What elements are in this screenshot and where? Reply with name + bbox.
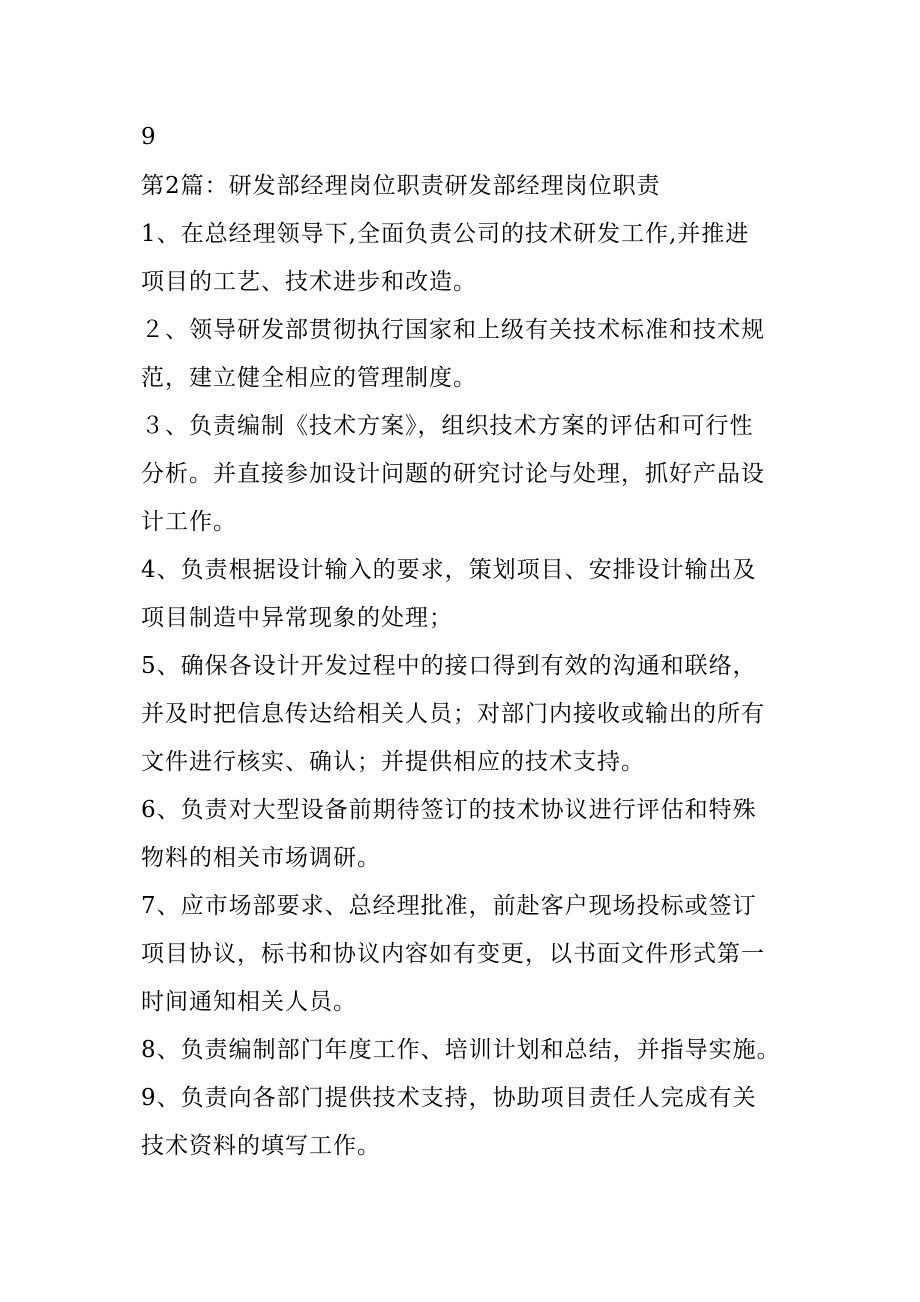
text-line: 技术资料的填写工作。: [141, 1133, 381, 1159]
text-line: 4、负责根据设计输入的要求，策划项目、安排设计输出及: [141, 557, 757, 583]
text-line: 范，建立健全相应的管理制度。: [141, 365, 477, 391]
text-line: 项目协议，标书和协议内容如有变更，以书面文件形式第一: [141, 941, 765, 967]
text-line: 8、负责编制部门年度工作、培训计划和总结，并指导实施。: [141, 1037, 781, 1063]
text-line: 项目的工艺、技术进步和改造。: [141, 269, 477, 295]
text-line: 6、负责对大型设备前期待签订的技术协议进行评估和特殊: [141, 797, 757, 823]
text-line: ２、领导研发部贯彻执行国家和上级有关技术标准和技术规: [141, 317, 765, 343]
text-line: 9、负责向各部门提供技术支持，协助项目责任人完成有关: [141, 1085, 757, 1111]
page-number: 9: [141, 124, 157, 150]
text-line: 7、应市场部要求、总经理批准，前赴客户现场投标或签订: [141, 893, 757, 919]
text-line: 计工作。: [141, 509, 237, 535]
section-heading: 第2篇：研发部经理岗位职责研发部经理岗位职责: [141, 173, 661, 199]
text-line: 文件进行核实、确认；并提供相应的技术支持。: [141, 749, 645, 775]
text-line: ３、负责编制《技术方案》，组织技术方案的评估和可行性: [141, 413, 754, 439]
text-line: 1、在总经理领导下,全面负责公司的技术研发工作,并推进: [141, 221, 750, 247]
text-line: 并及时把信息传达给相关人员；对部门内接收或输出的所有: [141, 701, 765, 727]
text-line: 项目制造中异常现象的处理；: [141, 605, 453, 631]
text-line: 5、确保各设计开发过程中的接口得到有效的沟通和联络，: [141, 653, 757, 679]
text-line: 物料的相关市场调研。: [141, 845, 381, 871]
text-line: 时间通知相关人员。: [141, 989, 357, 1015]
text-line: 分析。并直接参加设计问题的研究讨论与处理，抓好产品设: [141, 461, 765, 487]
